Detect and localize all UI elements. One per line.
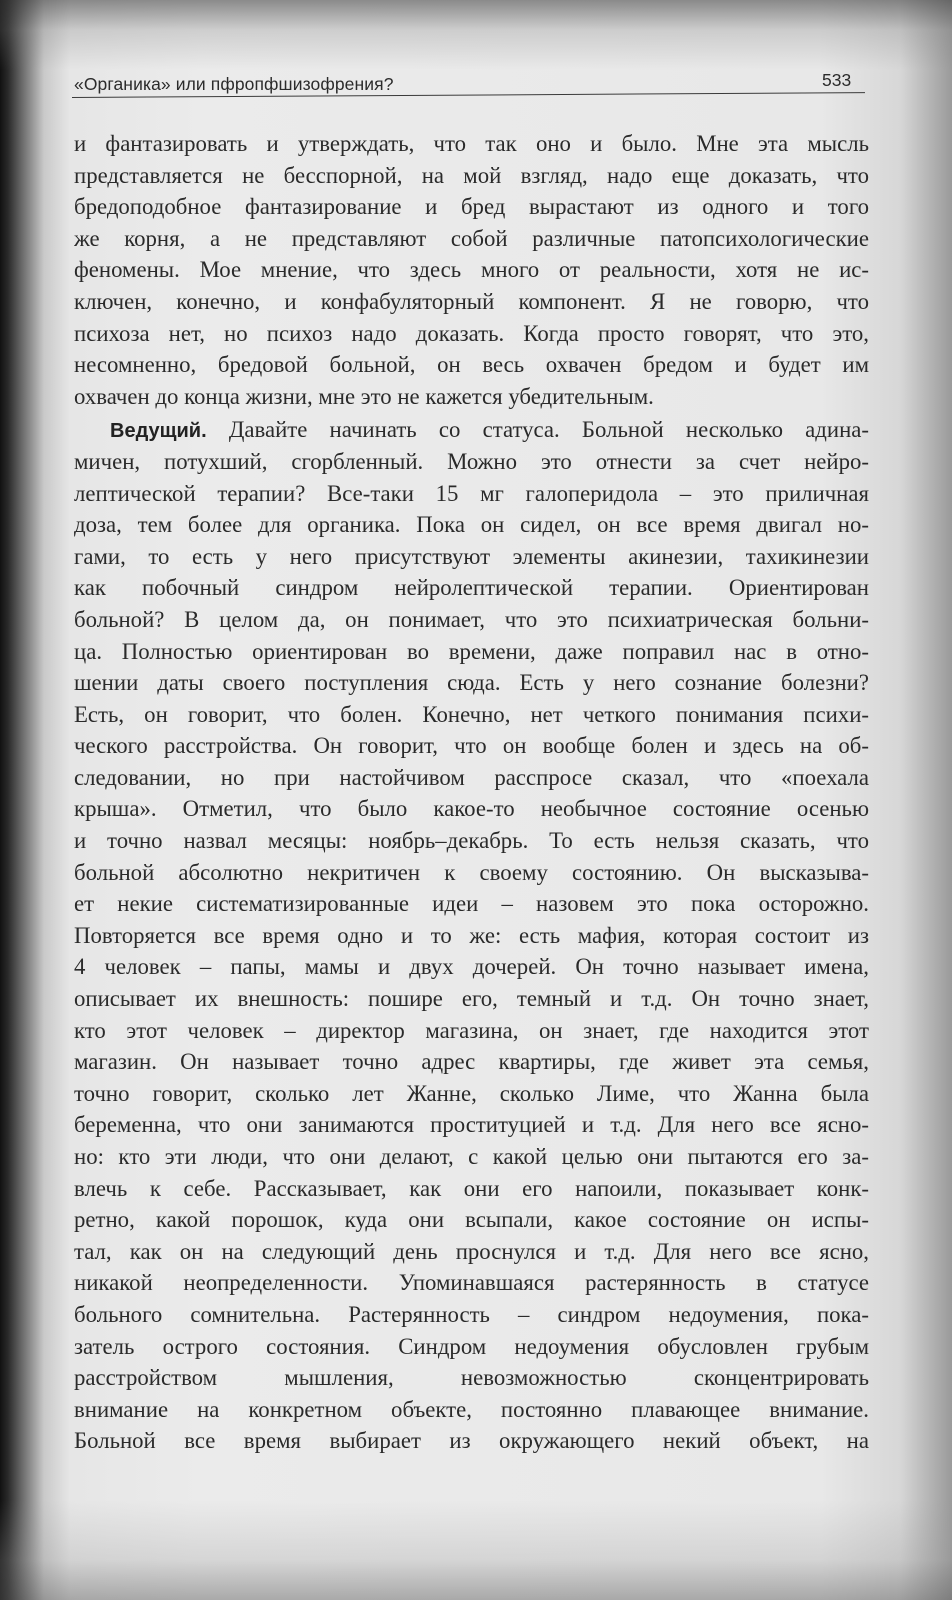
speaker-label: Ведущий. [110,420,207,443]
text-line: представляется не бесспорной, на мой взгляд, надо еще доказать, что [74,162,869,188]
text-line: крыша». Отметил, что было какое-то необычное состояние осенью [74,796,869,822]
text-line: Есть, он говорит, что болен. Конечно, нет четкого понимания психи- [74,701,869,727]
text-line: никакой неопределенности. Упоминавшаяся растерянность в статусе [74,1270,869,1296]
page-top-shadow [0,0,952,70]
text-line: но: кто эти люди, что они делают, с какой целью они пытаются его за- [74,1144,869,1169]
text-line: Больной все время выбирает из окружающего некий объект, на [74,1428,869,1454]
body-text [74,128,869,1457]
text-line: и точно назвал месяцы: ноябрь–декабрь. То есть нельзя сказать, что [74,828,869,854]
text-line: феномены. Мое мнение, что здесь много от реальности, хотя не ис- [74,257,869,283]
text-line: и фантазировать и утверждать, что так оно и было. Мне эта мысль [74,131,869,156]
text-line: больного сомнительна. Растерянность – синдром недоумения, пока- [74,1301,869,1327]
text-line: гами, то есть у него присутствуют элементы акинезии, тахикинезии [74,543,869,569]
text-line: ретно, какой порошок, куда они всыпали, какое состояние он испы- [74,1207,869,1233]
text-line: психоза нет, но психоз надо доказать. Когда просто говорят, что это, [74,320,869,346]
text-line: ца. Полностью ориентирован во времени, даже поправил нас в отно- [74,638,869,664]
paragraph-1 [74,128,869,412]
text-line: следовании, но при настойчивом расспросе сказал, что «поехала [74,764,869,790]
running-head: «Органика» или пфропфшизофрения? [74,74,394,94]
text-line: описывает их внешность: пошире его, темный и т.д. Он точно знает, [74,986,869,1012]
text-line: точно говорит, сколько лет Жанне, сколько Лиме, что Жанна была [74,1080,869,1106]
text-line: кто этот человек – директор магазина, он знает, где находится этот [74,1017,869,1043]
text-line: шении даты своего поступления сюда. Есть у него сознание болезни? [74,670,869,696]
text-line: тал, как он на следующий день проснулся и т.д. Для него все ясно, [74,1238,869,1264]
page-number: 533 [822,70,852,90]
text-line: ключен, конечно, и конфабуляторный компонент. Я не говорю, что [74,288,869,314]
text-line: больной? В целом да, он понимает, что это психиатрическая больни- [74,606,869,632]
text-line: мичен, потухший, сгорбленный. Можно это отнести за счет нейро- [74,448,869,474]
text-line: доза, тем более для органика. Пока он сидел, он все время двигал но- [74,512,869,538]
text-line: охвачен до конца жизни, мне это не кажется убедительным. [74,383,654,409]
text-line: ет некие систематизированные идеи – назовем это пока осторожно. [74,891,869,917]
text-line: бредоподобное фантазирование и бред вырастают из одного и того [74,194,869,220]
paragraph-2 [74,414,869,1457]
text-line: несомненно, бредовой больной, он весь охвачен бредом и будет им [74,352,869,378]
page-bottom-shadow [0,1500,952,1600]
text-line-first [74,414,869,446]
text-line: ческого расстройства. Он говорит, что он вообще болен и здесь на об- [74,733,869,759]
text-line: как побочный синдром нейролептической терапии. Ориентирован [74,575,869,601]
text-line: магазин. Он называет точно адрес квартиры, где живет эта семья, [74,1049,869,1075]
text-line: Повторяется все время одно и то же: есть мафия, которая состоит из [74,922,869,948]
text-line: расстройством мышления, невозможностью сконцентрировать [74,1365,869,1391]
text-line: беременна, что они занимаются проституцией и т.д. Для него все ясно- [74,1112,869,1138]
text-line: внимание на конкретном объекте, постоянно плавающее внимание. [74,1396,869,1422]
text-line: же корня, а не представляют собой различные патопсихологические [74,225,869,251]
first-line-text: Давайте начинать со статуса. Больной несколько адина- [206,417,869,443]
text-line: затель острого состояния. Синдром недоумения обусловлен грубым [74,1333,869,1359]
text-line: влечь к себе. Рассказывает, как они его напоили, показывает конк- [74,1175,869,1201]
text-line: 4 человек – папы, мамы и двух дочерей. Он точно называет имена, [74,954,869,980]
text-line: лептической терапии? Все-таки 15 мг галоперидола – это приличная [74,480,869,506]
text-line: больной абсолютно некритичен к своему состоянию. Он высказыва- [74,859,869,885]
